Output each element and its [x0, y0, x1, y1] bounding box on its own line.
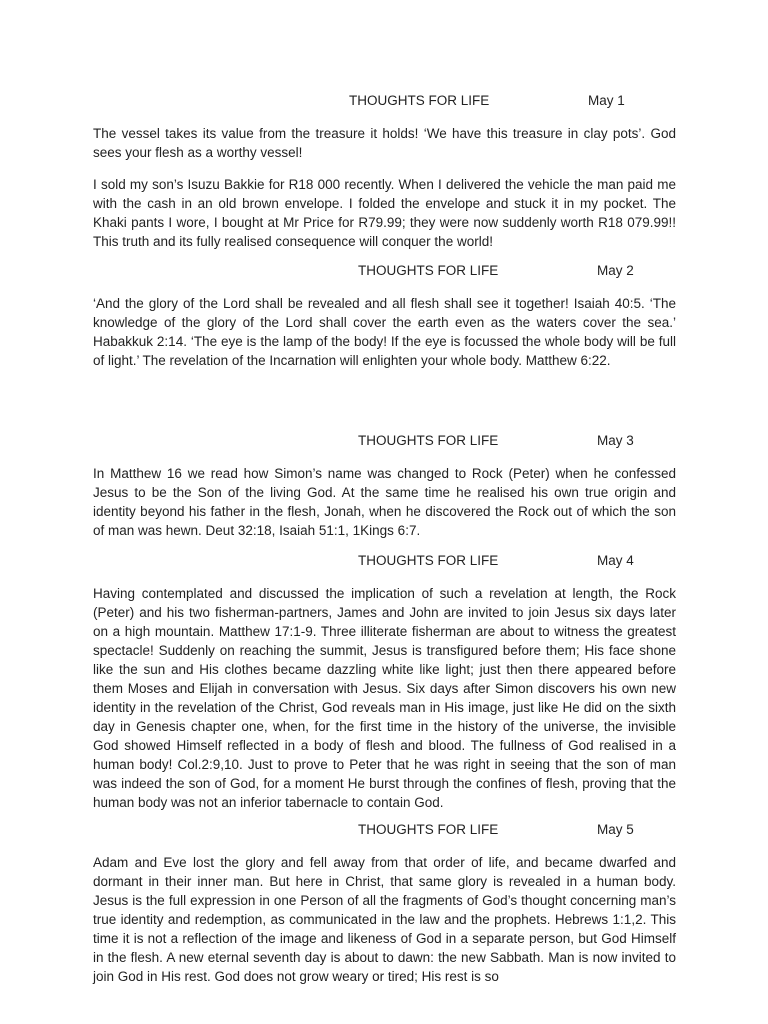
entry-date: May 2 — [597, 263, 634, 278]
entry-date: May 1 — [588, 93, 625, 108]
entry-title: THOUGHTS FOR LIFE — [349, 93, 490, 108]
entry-paragraph: Adam and Eve lost the glory and fell away from that order of life, and became dwarfed and dormant in their inner man. But here in Christ, that same glory is revealed in a human body. Jesus is the full expression in one Person of all the fragments of God’s thought concerning man’s true identity and redemption, as communicated in the law and the prophets. Hebrews 1:1,2. This time it is not a reflection of the image and likeness of God in a separate person, but God Himself in the flesh. A new eternal seventh day is about to dawn: the new Sabbath. Man is now invited to join God in His rest. God does not grow weary or tired; His rest is so — [93, 855, 676, 984]
entry-date: May 4 — [597, 553, 634, 568]
entry-paragraph: The vessel takes its value from the treasure it holds! ‘We have this treasure in clay pots’. God sees your flesh as a worthy vessel! — [93, 126, 676, 160]
entry-paragraph: Having contemplated and discussed the implication of such a revelation at length, the Rock (Peter) and his two fisherman-partners, James and John are invited to join Jesus six days later on a high mountain. Matthew 17:1-9. Three illiterate fisherman are about to witness the greatest spectacle! Suddenly on reaching the summit, Jesus is transfigured before them; His face shone like the sun and His clothes became dazzling white like light; just then there appeared before them Moses and Elijah in conversation with Jesus. Six days after Simon discovers his own new identity in the revelation of the Christ, God reveals man in His image, just like He did on the sixth day in Genesis chapter one, when, for the first time in the history of the universe, the invisible God showed Himself reflected in a body of flesh and blood. The fullness of God realised in a human body! Col.2:9,10. Just to prove to Peter that he was right in seeing that the son of man was indeed the son of God, for a moment He burst through the confines of flesh, proving that the human body was not an inferior tabernacle to contain God. — [93, 586, 676, 810]
entry-title: THOUGHTS FOR LIFE — [358, 822, 499, 837]
entry-title: THOUGHTS FOR LIFE — [358, 263, 499, 278]
entry-paragraph: I sold my son’s Isuzu Bakkie for R18 000 recently. When I delivered the vehicle the man paid me with the cash in an old brown envelope. I folded the envelope and stuck it in my pocket. The Khaki pants I wore, I bought at Mr Price for R79.99; they were now suddenly worth R18 079.99!! This truth and its fully realised consequence will conquer the world! — [93, 177, 676, 249]
entry-paragraph: In Matthew 16 we read how Simon’s name was changed to Rock (Peter) when he confessed Jesus to be the Son of the living God. At the same time he realised his own true origin and identity beyond his father in the flesh, Jonah, when he discovered the Rock out of which the son of man was hewn. Deut 32:18, Isaiah 51:1, 1Kings 6:7. — [93, 466, 676, 538]
entry-date: May 3 — [597, 433, 634, 448]
entry-paragraph: ‘And the glory of the Lord shall be revealed and all flesh shall see it together! Isaiah 40:5. ‘The knowledge of the glory of the Lord shall cover the earth even as the waters cover the sea.’ Habakkuk 2:14. ‘The eye is the lamp of the body! If the eye is focussed the whole body will be full of light.’ The revelation of the Incarnation will enlighten your whole body. Matthew 6:22. — [93, 296, 676, 368]
entry-date: May 5 — [597, 822, 634, 837]
entry-title: THOUGHTS FOR LIFE — [358, 553, 499, 568]
entry-title: THOUGHTS FOR LIFE — [358, 433, 499, 448]
